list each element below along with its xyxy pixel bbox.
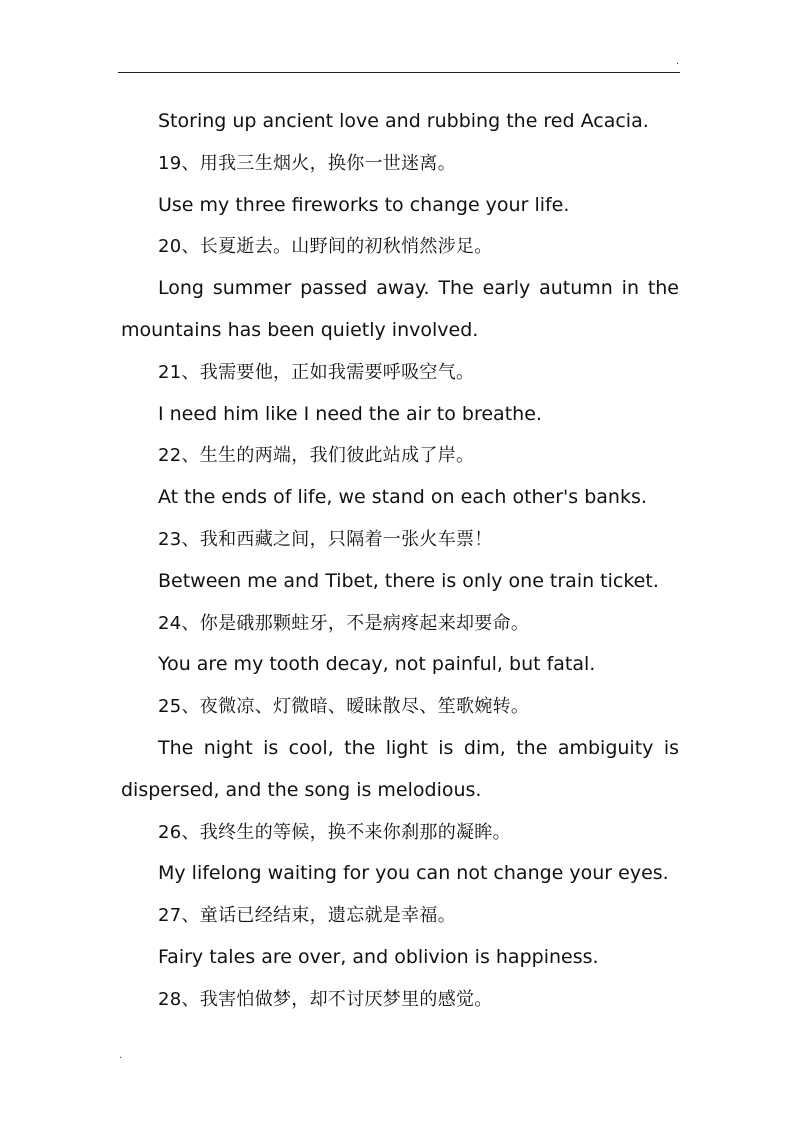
footer-mark: .: [119, 1050, 123, 1061]
paragraph-en: Storing up ancient love and rubbing the red Acacia.: [158, 110, 649, 132]
paragraph-zh: 23、我和西藏之间，只隔着一张火车票！: [158, 528, 493, 550]
paragraph-en: I need him like I need the air to breathe.: [158, 402, 542, 425]
paragraph-en: Between me and Tibet, there is only one train ticket.: [158, 569, 659, 592]
paragraph-en: Use my three fireworks to change your life.: [158, 193, 570, 216]
paragraph-zh: 28、我害怕做梦，却不讨厌梦里的感觉。: [158, 988, 493, 1010]
paragraph-zh: 26、我终生的等候，换不来你刹那的凝眸。: [158, 821, 511, 843]
paragraph-zh: 21、我需要他，正如我需要呼吸空气。: [158, 361, 475, 383]
paragraph-zh: 24、你是硪那颗蛀牙，不是病疼起来却要命。: [158, 612, 530, 634]
document-body: [121, 101, 679, 1021]
paragraph-zh: 27、童话已经结束，遗忘就是幸福。: [158, 905, 457, 927]
paragraph-en: You are my tooth decay, not painful, but fatal.: [158, 653, 596, 676]
paragraph-en: At the ends of life, we stand on each other's banks.: [158, 486, 647, 509]
paragraph-en: The night is cool, the light is dim, the ambiguity is dispersed, and the song is melodious.: [121, 736, 679, 801]
header-rule: [118, 72, 680, 73]
paragraph-en: Fairy tales are over, and oblivion is happiness.: [158, 945, 599, 968]
paragraph-zh: 25、夜微凉、灯微暗、暧昧散尽、笙歌婉转。: [158, 696, 530, 718]
paragraph-en: My lifelong waiting for you can not change your eyes.: [158, 862, 669, 885]
paragraph-zh: 20、长夏逝去。山野间的初秋悄然涉足。: [158, 236, 493, 258]
paragraph-zh: 19、用我三生烟火，换你一世迷离。: [158, 152, 457, 174]
paragraph-en: Long summer passed away. The early autumn in the mountains has been quietly involved.: [121, 277, 679, 341]
paragraph-zh: 22、生生的两端，我们彼此站成了岸。: [158, 445, 475, 467]
header-mark: .: [676, 56, 680, 67]
